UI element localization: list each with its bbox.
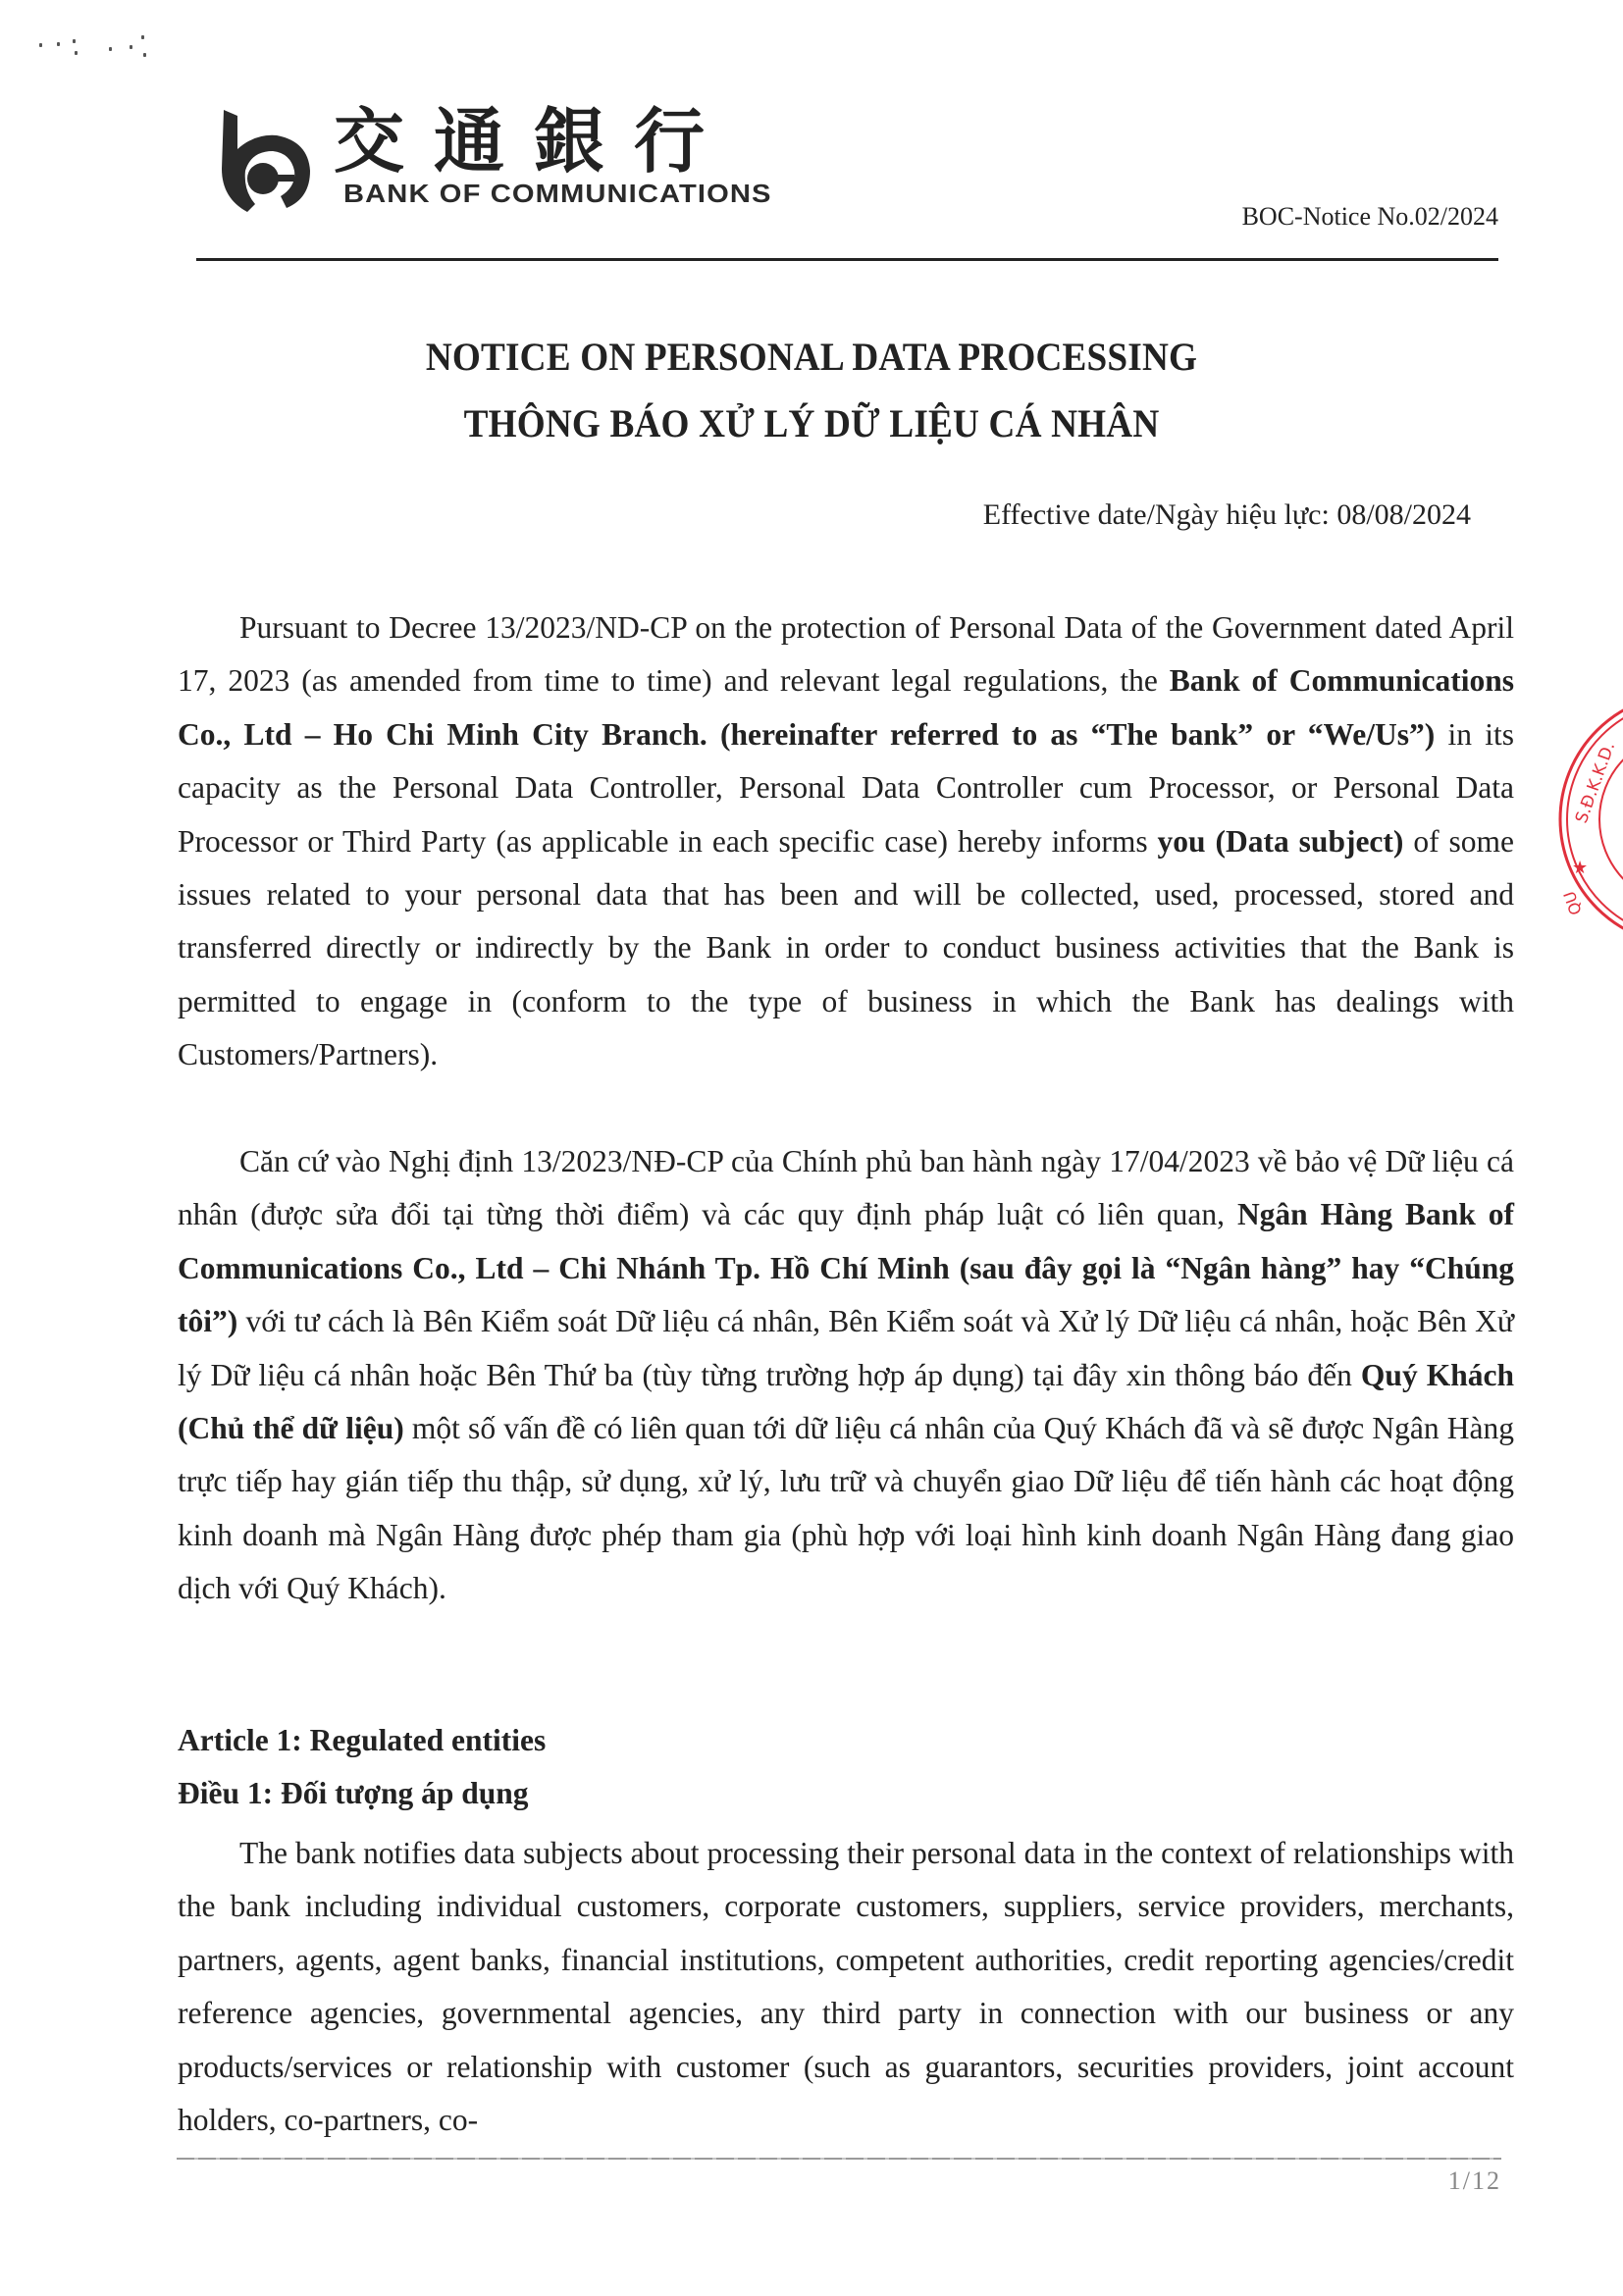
bank-name-bold: Bank of Communications Co., Ltd – Ho Chi Minh City Branch. (hereinafter referred to as “The bank” or “We/Us”) [178,663,1514,752]
document-title-vn: THÔNG BÁO XỬ LÝ DỮ LIỆU CÁ NHÂN [463,401,1160,445]
stamp-text: S.Đ.K.K.D. [1571,739,1620,826]
logo-chinese-name: 交通銀行 [334,100,735,183]
data-subject-bold-vn: Quý Khách (Chủ thể dữ liệu) [178,1357,1515,1446]
logo-english-name: BANK OF COMMUNICATIONS [343,179,772,208]
svg-text:QU: QU [1559,888,1586,918]
document-title-en: NOTICE ON PERSONAL DATA PROCESSING [425,335,1198,379]
article-1-heading-vn: Điều 1: Đối tượng áp dụng [178,1776,529,1810]
intro-paragraph-en: Pursuant to Decree 13/2023/ND-CP on the protection of Personal Data of the Government dated April 17, 2023 (as amended from time to time) and relevant legal regulations, the Bank of Communications Co., Ltd – Ho Chi Minh City Branch. (hereinafter referred to as “The bank” or “We/Us”) in its capacity as the Personal Data Controller, Personal Data Controller cum Processor, or Personal Data Processor or Third Party (as applicable in each specific case) hereby informs you (Data subject) of some issues related to your personal data that has been and will be collected, used, processed, stored and transferred directly or indirectly by the Bank in order to conduct business activities that the Bank is permitted to engage in (conform to the type of business in which the Bank has dealings with Customers/Partners). [178,610,1515,1072]
header-divider [196,258,1498,261]
intro-paragraph-vn: Căn cứ vào Nghị định 13/2023/NĐ-CP của Chính phủ ban hành ngày 17/04/2023 về bảo vệ Dữ liệu cá nhân (được sửa đổi tại từng thời điểm) và các quy định pháp luật có liên quan, Ngân Hàng Bank of Communications Co., Ltd – Chi Nhánh Tp. Hồ Chí Minh (sau đây gọi là “Ngân hàng” hay “Chúng tôi”) với tư cách là Bên Kiểm soát Dữ liệu cá nhân, Bên Kiểm soát và Xử lý Dữ liệu cá nhân, hoặc Bên Xử lý Dữ liệu cá nhân hoặc Bên Thứ ba (tùy từng trường hợp áp dụng) tại đây xin thông báo đến Quý Khách (Chủ thể dữ liệu) một số vấn đề có liên quan tới dữ liệu cá nhân của Quý Khách đã và sẽ được Ngân Hàng trực tiếp hay gián tiếp thu thập, sử dụng, xử lý, lưu trữ và chuyển giao Dữ liệu để tiến hành các hoạt động kinh doanh mà Ngân Hàng được phép tham gia (phù hợp với loại hình kinh doanh Ngân Hàng đang giao dịch với Quý Khách). [178,1144,1515,1606]
red-seal-stamp-icon [1548,687,1623,952]
footer-divider [177,2158,1501,2160]
bank-logo [216,102,903,210]
bank-emblem-icon [216,110,314,213]
svg-text:★: ★ [1572,858,1589,878]
notice-number: BOC-Notice No.02/2024 [1241,202,1498,231]
article-1-body: The bank notifies data subjects about processing their personal data in the context of relationships with the bank including individual customers, corporate customers, suppliers, service providers, merchants, partners, agents, agent banks, financial institutions, competent authorities, credit reporting agencies/credit reference agencies, governmental agencies, any third party in connection with our business or any products/services or relationship with customer (such as guarantors, securities providers, joint account holders, co-partners, co- [178,1836,1514,2138]
article-1-heading-en: Article 1: Regulated entities [178,1723,547,1757]
page-number: 1/12 [1447,2166,1501,2195]
effective-date: Effective date/Ngày hiệu lực: 08/08/2024 [982,498,1471,531]
data-subject-bold: you (Data subject) [1157,823,1404,859]
scan-specks [35,33,153,63]
bank-name-bold-vn: Ngân Hàng Bank of Communications Co., Ltd – Chi Nhánh Tp. Hồ Chí Minh (sau đây gọi là “Ngân hàng” hay “Chúng tôi”) [178,1197,1515,1339]
